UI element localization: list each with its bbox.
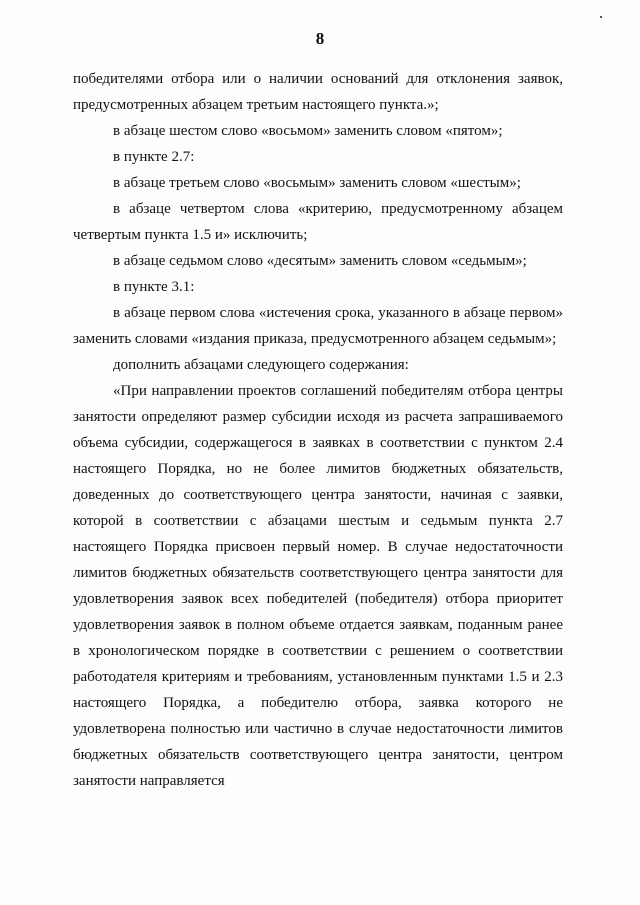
paragraph: в абзаце седьмом слово «десятым» заменить словом «седьмым»; [113, 253, 527, 269]
paragraph: в пункте 2.7: [113, 149, 195, 165]
page-number: 8 [315, 29, 325, 48]
paragraph: «При направлении проектов соглашений победителям отбора центры занятости определяют размер субсидии исходя из расчета запрашиваемого объема субсидии, содержащегося в заявках в соответствии с пунктом 2.4 настоящего Порядка, но не более лимитов бюджетных обязательств, доведенных до соответствующего центра занятости, начиная с заявки, которой в соответствии с абзацами шестым и седьмым пункта 2.7 настоящего Порядка присвоен первый номер. В случае недостаточности лимитов бюджетных обязательств соответствующего центра занятости для удовлетворения заявок всех победителей (победителя) отбора приоритет удовлетворения заявок в полном объеме отдается заявкам, поданным ранее в хронологическом порядке в соответствии с решением о соответствии работодателя критериям и требованиям, установленным пунктами 1.5 и 2.3 настоящего Порядка, а победителю отбора, заявка которого не удовлетворена полностью или частично в случае недостаточности лимитов бюджетных обязательств соответствующего центра занятости, центром занятости направляется [73, 383, 563, 789]
scan-mark [600, 16, 602, 18]
paragraph: в абзаце четвертом слова «критерию, предусмотренному абзацем четвертым пункта 1.5 и» исключить; [73, 201, 563, 243]
document-body [73, 66, 563, 794]
paragraph: в пункте 3.1: [113, 279, 195, 295]
paragraph: в абзаце шестом слово «восьмом» заменить словом «пятом»; [113, 123, 503, 139]
paragraph: в абзаце первом слова «истечения срока, указанного в абзаце первом» заменить словами «издания приказа, предусмотренного абзацем седьмым»; [73, 305, 563, 347]
paragraph: в абзаце третьем слово «восьмым» заменить словом «шестым»; [113, 175, 521, 191]
paragraph: дополнить абзацами следующего содержания: [113, 357, 409, 373]
paragraph: победителями отбора или о наличии оснований для отклонения заявок, предусмотренных абзацем третьим настоящего пункта.»; [73, 71, 563, 113]
